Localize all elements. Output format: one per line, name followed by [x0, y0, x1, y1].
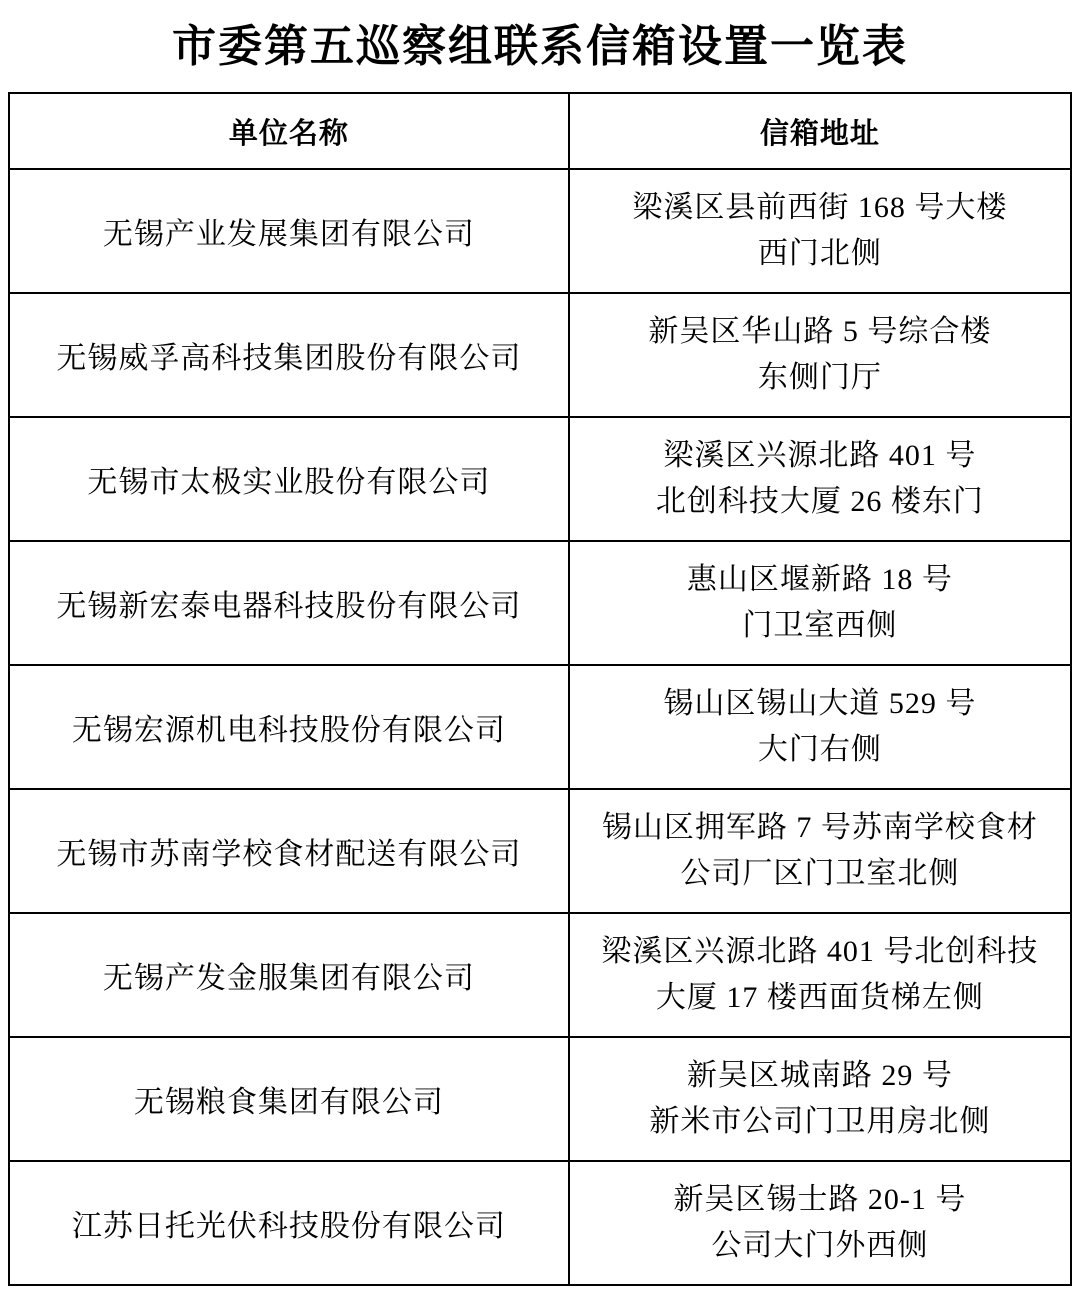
column-header-unit-name: 单位名称: [9, 93, 569, 169]
unit-name-cell: 无锡产业发展集团有限公司: [9, 169, 569, 293]
address-line-1: 新吴区锡士路 20-1 号: [673, 1182, 967, 1216]
table-row: [9, 665, 1071, 789]
table-row: [9, 1161, 1071, 1285]
address-line-2: 大门右侧: [757, 733, 882, 766]
table-header-row: [9, 93, 1071, 169]
mailbox-address-cell: [569, 293, 1071, 417]
page-title: 市委第五巡察组联系信箱设置一览表: [172, 22, 908, 71]
address-line-1: 新吴区华山路 5 号综合楼: [648, 314, 992, 348]
mailbox-address-cell: [569, 1037, 1071, 1161]
table-row: [9, 541, 1071, 665]
address-line-2: 门卫室西侧: [742, 609, 898, 642]
unit-name-cell: 无锡新宏泰电器科技股份有限公司: [9, 541, 569, 665]
unit-name-cell: 无锡市太极实业股份有限公司: [9, 417, 569, 541]
address-line-2: 大厦 17 楼西面货梯左侧: [655, 981, 984, 1014]
unit-name-cell: 江苏日托光伏科技股份有限公司: [9, 1161, 569, 1285]
address-line-2: 公司厂区门卫室北侧: [680, 857, 960, 890]
address-line-2: 东侧门厅: [757, 361, 882, 394]
table-row: [9, 293, 1071, 417]
mailbox-address-cell: [569, 665, 1071, 789]
table-row: [9, 169, 1071, 293]
unit-name-cell: 无锡产发金服集团有限公司: [9, 913, 569, 1037]
address-line-2: 新米市公司门卫用房北侧: [649, 1105, 991, 1138]
address-line-2: 公司大门外西侧: [711, 1229, 929, 1262]
address-line-2: 北创科技大厦 26 楼东门: [655, 485, 984, 518]
mailbox-table: [8, 92, 1072, 1286]
unit-name-cell: 无锡市苏南学校食材配送有限公司: [9, 789, 569, 913]
mailbox-address-cell: [569, 789, 1071, 913]
address-line-1: 锡山区拥军路 7 号苏南学校食材: [601, 810, 1038, 844]
address-line-1: 惠山区堰新路 18 号: [686, 562, 953, 596]
table-row: [9, 1037, 1071, 1161]
mailbox-address-cell: [569, 541, 1071, 665]
address-line-1: 梁溪区兴源北路 401 号: [663, 438, 977, 472]
mailbox-address-cell: [569, 1161, 1071, 1285]
unit-name-cell: 无锡宏源机电科技股份有限公司: [9, 665, 569, 789]
address-line-2: 西门北侧: [757, 237, 882, 270]
address-line-1: 新吴区城南路 29 号: [686, 1058, 953, 1092]
address-line-1: 梁溪区兴源北路 401 号北创科技: [601, 934, 1039, 968]
address-line-1: 锡山区锡山大道 529 号: [663, 686, 977, 720]
address-line-1: 梁溪区县前西街 168 号大楼: [632, 190, 1008, 224]
unit-name-cell: 无锡粮食集团有限公司: [9, 1037, 569, 1161]
mailbox-address-cell: [569, 913, 1071, 1037]
mailbox-address-cell: [569, 169, 1071, 293]
mailbox-address-cell: [569, 417, 1071, 541]
table-row: [9, 789, 1071, 913]
unit-name-cell: 无锡威孚高科技集团股份有限公司: [9, 293, 569, 417]
column-header-mailbox-address: 信箱地址: [569, 93, 1071, 169]
table-row: [9, 417, 1071, 541]
table-row: [9, 913, 1071, 1037]
